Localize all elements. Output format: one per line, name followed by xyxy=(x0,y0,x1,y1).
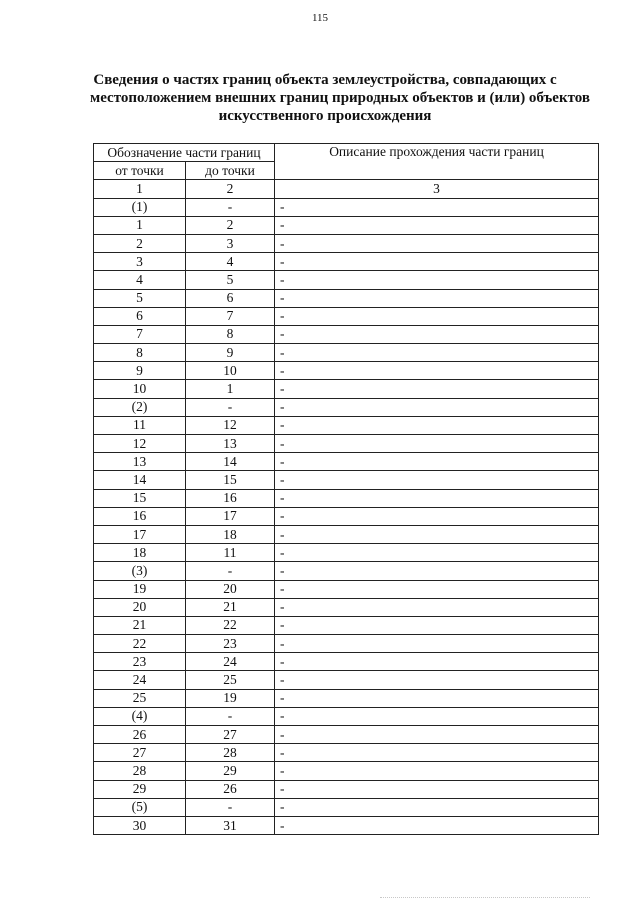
to-point-cell: 23 xyxy=(186,635,275,653)
from-point-cell: 13 xyxy=(94,453,186,471)
from-point-cell: 9 xyxy=(94,362,186,380)
to-point-cell: 8 xyxy=(186,325,275,343)
description-cell: - xyxy=(275,453,599,471)
document-title xyxy=(90,71,591,125)
table-row xyxy=(94,562,599,580)
description-cell: - xyxy=(275,726,599,744)
table-row xyxy=(94,234,599,252)
from-point-cell: 12 xyxy=(94,435,186,453)
table-row xyxy=(94,416,599,434)
column-number: 1 xyxy=(94,180,186,198)
column-number-row xyxy=(94,180,599,198)
table-row xyxy=(94,726,599,744)
description-cell: - xyxy=(275,671,599,689)
description-cell: - xyxy=(275,416,599,434)
description-cell: - xyxy=(275,616,599,634)
to-point-cell: - xyxy=(186,198,275,216)
to-point-cell: 10 xyxy=(186,362,275,380)
header-from-point: от точки xyxy=(94,162,186,180)
table-row xyxy=(94,816,599,834)
description-cell: - xyxy=(275,471,599,489)
description-cell: - xyxy=(275,435,599,453)
description-cell: - xyxy=(275,234,599,252)
description-cell: - xyxy=(275,635,599,653)
table-row xyxy=(94,580,599,598)
description-cell: - xyxy=(275,780,599,798)
title-line: Сведения о частях границ объекта землеустройства, совпадающих с xyxy=(93,72,557,88)
header-row xyxy=(94,144,599,162)
description-cell: - xyxy=(275,744,599,762)
description-cell: - xyxy=(275,271,599,289)
description-cell: - xyxy=(275,325,599,343)
description-cell: - xyxy=(275,689,599,707)
header-part-designation: Обозначение части границ xyxy=(94,144,275,162)
table-row xyxy=(94,525,599,543)
from-point-cell: (4) xyxy=(94,707,186,725)
table-row xyxy=(94,653,599,671)
description-cell: - xyxy=(275,362,599,380)
to-point-cell: 14 xyxy=(186,453,275,471)
from-point-cell: 28 xyxy=(94,762,186,780)
to-point-cell: 27 xyxy=(186,726,275,744)
table-row xyxy=(94,344,599,362)
description-cell: - xyxy=(275,707,599,725)
table-row xyxy=(94,325,599,343)
table-row xyxy=(94,489,599,507)
table-row xyxy=(94,744,599,762)
description-cell: - xyxy=(275,253,599,271)
to-point-cell: 22 xyxy=(186,616,275,634)
from-point-cell: 14 xyxy=(94,471,186,489)
title-line: местоположением внешних границ природных объектов и (или) объектов xyxy=(90,90,591,106)
table-row xyxy=(94,398,599,416)
from-point-cell: 5 xyxy=(94,289,186,307)
header-to-point: до точки xyxy=(186,162,275,180)
to-point-cell: 25 xyxy=(186,671,275,689)
table-row xyxy=(94,289,599,307)
table-body xyxy=(94,198,599,835)
to-point-cell: 24 xyxy=(186,653,275,671)
to-point-cell: 3 xyxy=(186,234,275,252)
from-point-cell: (5) xyxy=(94,798,186,816)
table-row xyxy=(94,635,599,653)
to-point-cell: 13 xyxy=(186,435,275,453)
description-cell: - xyxy=(275,344,599,362)
to-point-cell: 5 xyxy=(186,271,275,289)
from-point-cell: 22 xyxy=(94,635,186,653)
to-point-cell: 9 xyxy=(186,344,275,362)
table-row xyxy=(94,798,599,816)
table-row xyxy=(94,616,599,634)
from-point-cell: 7 xyxy=(94,325,186,343)
to-point-cell: 7 xyxy=(186,307,275,325)
from-point-cell: 26 xyxy=(94,726,186,744)
description-cell: - xyxy=(275,398,599,416)
description-cell: - xyxy=(275,380,599,398)
from-point-cell: 23 xyxy=(94,653,186,671)
table-row xyxy=(94,307,599,325)
to-point-cell: 18 xyxy=(186,525,275,543)
description-cell: - xyxy=(275,598,599,616)
from-point-cell: 11 xyxy=(94,416,186,434)
to-point-cell: - xyxy=(186,398,275,416)
description-cell: - xyxy=(275,507,599,525)
description-cell: - xyxy=(275,653,599,671)
to-point-cell: 31 xyxy=(186,816,275,834)
table-row xyxy=(94,598,599,616)
description-cell: - xyxy=(275,198,599,216)
from-point-cell: (2) xyxy=(94,398,186,416)
to-point-cell: 1 xyxy=(186,380,275,398)
from-point-cell: 6 xyxy=(94,307,186,325)
from-point-cell: 4 xyxy=(94,271,186,289)
table-row xyxy=(94,198,599,216)
from-point-cell: 3 xyxy=(94,253,186,271)
to-point-cell: 2 xyxy=(186,216,275,234)
from-point-cell: 30 xyxy=(94,816,186,834)
to-point-cell: 15 xyxy=(186,471,275,489)
page-number: 115 xyxy=(311,12,329,24)
table-row xyxy=(94,435,599,453)
to-point-cell: - xyxy=(186,562,275,580)
table-row xyxy=(94,271,599,289)
to-point-cell: 6 xyxy=(186,289,275,307)
scan-footer-mark xyxy=(380,897,590,900)
description-cell: - xyxy=(275,562,599,580)
column-number: 3 xyxy=(275,180,599,198)
to-point-cell: 19 xyxy=(186,689,275,707)
from-point-cell: 27 xyxy=(94,744,186,762)
table-row xyxy=(94,762,599,780)
from-point-cell: 16 xyxy=(94,507,186,525)
from-point-cell: 10 xyxy=(94,380,186,398)
description-cell: - xyxy=(275,289,599,307)
table-row xyxy=(94,671,599,689)
column-number: 2 xyxy=(186,180,275,198)
description-cell: - xyxy=(275,525,599,543)
from-point-cell: 25 xyxy=(94,689,186,707)
description-cell: - xyxy=(275,762,599,780)
from-point-cell: 18 xyxy=(94,544,186,562)
to-point-cell: 20 xyxy=(186,580,275,598)
to-point-cell: 26 xyxy=(186,780,275,798)
table-row xyxy=(94,707,599,725)
boundary-parts-table xyxy=(93,143,599,835)
table-row xyxy=(94,471,599,489)
table-row xyxy=(94,380,599,398)
description-cell: - xyxy=(275,216,599,234)
to-point-cell: 29 xyxy=(186,762,275,780)
description-cell: - xyxy=(275,798,599,816)
from-point-cell: 24 xyxy=(94,671,186,689)
to-point-cell: 16 xyxy=(186,489,275,507)
description-cell: - xyxy=(275,489,599,507)
description-cell: - xyxy=(275,580,599,598)
to-point-cell: 4 xyxy=(186,253,275,271)
to-point-cell: - xyxy=(186,707,275,725)
to-point-cell: 28 xyxy=(186,744,275,762)
to-point-cell: 11 xyxy=(186,544,275,562)
title-line: искусственного происхождения xyxy=(218,108,432,124)
table-row xyxy=(94,544,599,562)
from-point-cell: 21 xyxy=(94,616,186,634)
table-row xyxy=(94,216,599,234)
header-description: Описание прохождения части границ xyxy=(275,144,599,180)
from-point-cell: 29 xyxy=(94,780,186,798)
table-row xyxy=(94,253,599,271)
table-row xyxy=(94,780,599,798)
from-point-cell: 17 xyxy=(94,525,186,543)
to-point-cell: 17 xyxy=(186,507,275,525)
from-point-cell: (3) xyxy=(94,562,186,580)
from-point-cell: 15 xyxy=(94,489,186,507)
table-row xyxy=(94,362,599,380)
from-point-cell: 19 xyxy=(94,580,186,598)
table-row xyxy=(94,689,599,707)
description-cell: - xyxy=(275,816,599,834)
from-point-cell: 20 xyxy=(94,598,186,616)
table-row xyxy=(94,507,599,525)
from-point-cell: 1 xyxy=(94,216,186,234)
from-point-cell: (1) xyxy=(94,198,186,216)
to-point-cell: 12 xyxy=(186,416,275,434)
description-cell: - xyxy=(275,544,599,562)
to-point-cell: 21 xyxy=(186,598,275,616)
from-point-cell: 8 xyxy=(94,344,186,362)
from-point-cell: 2 xyxy=(94,234,186,252)
description-cell: - xyxy=(275,307,599,325)
table-row xyxy=(94,453,599,471)
to-point-cell: - xyxy=(186,798,275,816)
